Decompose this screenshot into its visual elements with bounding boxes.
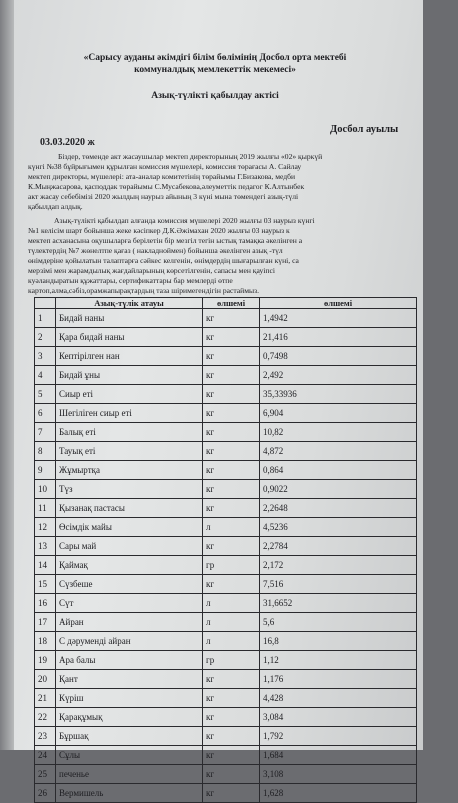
item-name-cell: Вермишель	[56, 784, 203, 803]
unit-cell: л	[203, 613, 260, 632]
table-row	[35, 556, 417, 575]
quantity-cell: 1,176	[260, 670, 417, 689]
paragraph-line: Азық-түлікті қабылдап алғанда комиссия мүшелері 2020 жылғы 03 наурыз күнгі	[54, 216, 315, 225]
row-number-cell: 22	[35, 708, 56, 727]
item-name-cell: Өсімдік майы	[56, 518, 203, 537]
table-row	[35, 708, 417, 727]
item-name-cell: Түз	[56, 480, 203, 499]
unit-cell: кг	[203, 423, 260, 442]
row-number-cell: 12	[35, 518, 56, 537]
unit-cell: л	[203, 594, 260, 613]
quantity-cell: 0,864	[260, 461, 417, 480]
table-row	[35, 423, 417, 442]
paragraph-line: мерзімі мен жарамдылық жағдайларының көрсетілгенін, сапасы мен қауіпсі	[28, 266, 275, 275]
quantity-cell: 4,872	[260, 442, 417, 461]
unit-cell: кг	[203, 746, 260, 765]
table-row	[35, 632, 417, 651]
item-name-cell: Сүзбеше	[56, 575, 203, 594]
page-edge-shadow	[0, 0, 14, 750]
org-header-line-1: «Сарысу ауданы әкімдігі білім бөлімінің Досбол орта мектебі	[83, 53, 347, 63]
row-number-cell: 9	[35, 461, 56, 480]
unit-cell: кг	[203, 499, 260, 518]
quantity-cell: 5,6	[260, 613, 417, 632]
table-row	[35, 442, 417, 461]
item-name-cell: Сұлы	[56, 746, 203, 765]
table-row	[35, 309, 417, 328]
row-number-cell: 1	[35, 309, 56, 328]
quantity-cell: 2,2648	[260, 499, 417, 518]
unit-cell: кг	[203, 537, 260, 556]
quantity-cell: 31,6652	[260, 594, 417, 613]
row-number-cell: 4	[35, 366, 56, 385]
row-number-cell: 7	[35, 423, 56, 442]
item-name-cell: Күріш	[56, 689, 203, 708]
item-name-cell: Бұршақ	[56, 727, 203, 746]
table-row	[35, 461, 417, 480]
table-row	[35, 537, 417, 556]
unit-cell: кг	[203, 784, 260, 803]
org-header-line-2: коммуналдық мемлекеттік мекемесі»	[134, 65, 296, 75]
table-row	[35, 784, 417, 803]
unit-cell: кг	[203, 765, 260, 784]
paragraph-line: №1 келісім шарт бойынша жеке кәсіпкер Д.К.Әжімахан 2020 жылғы 03 наурыз к	[28, 226, 290, 235]
row-number-cell: 20	[35, 670, 56, 689]
column-header-unit: өлшемі	[203, 298, 260, 309]
quantity-cell: 4,428	[260, 689, 417, 708]
quantity-cell: 1,792	[260, 727, 417, 746]
item-name-cell: Кептірілген нан	[56, 347, 203, 366]
item-name-cell: Қаймақ	[56, 556, 203, 575]
paragraph-line: Біздер, төменде акт жасаушылар мектеп директорының 2019 жылғы «02» қыркүй	[58, 152, 323, 161]
item-name-cell: Бидай наны	[56, 309, 203, 328]
paragraph-line: түлектердің №7 жөнелтпе қағаз ( накладноймен) бойынша әкелінген азық -түл	[28, 246, 283, 255]
item-name-cell: Шегіліген сиыр еті	[56, 404, 203, 423]
item-name-cell: печенье	[56, 765, 203, 784]
row-number-cell: 14	[35, 556, 56, 575]
row-number-cell: 26	[35, 784, 56, 803]
quantity-cell: 21,416	[260, 328, 417, 347]
row-number-cell: 10	[35, 480, 56, 499]
row-number-cell: 3	[35, 347, 56, 366]
table-row	[35, 575, 417, 594]
quantity-cell: 16,8	[260, 632, 417, 651]
quantity-cell: 1,12	[260, 651, 417, 670]
item-name-cell: Тауық еті	[56, 442, 203, 461]
quantity-cell: 2,492	[260, 366, 417, 385]
table-row	[35, 689, 417, 708]
column-header-number	[35, 298, 56, 309]
item-name-cell: Сиыр еті	[56, 385, 203, 404]
row-number-cell: 16	[35, 594, 56, 613]
unit-cell: кг	[203, 347, 260, 366]
table-row	[35, 385, 417, 404]
item-name-cell: Балық еті	[56, 423, 203, 442]
unit-cell: кг	[203, 309, 260, 328]
item-name-cell: Қызанақ пастасы	[56, 499, 203, 518]
quantity-cell: 7,516	[260, 575, 417, 594]
unit-cell: кг	[203, 366, 260, 385]
table-header-row	[35, 298, 417, 309]
unit-cell: гр	[203, 556, 260, 575]
row-number-cell: 23	[35, 727, 56, 746]
item-name-cell: С дәрумендi айран	[56, 632, 203, 651]
row-number-cell: 2	[35, 328, 56, 347]
place-name: Досбол ауылы	[330, 124, 399, 135]
unit-cell: кг	[203, 708, 260, 727]
row-number-cell: 19	[35, 651, 56, 670]
document-title: Азық-түлікті қабылдау актісі	[151, 91, 279, 101]
unit-cell: кг	[203, 575, 260, 594]
paragraph-line: акт жасау себебімізі 2020 жылдың наурыз айының 3 күні мына төмендегі азық-түлі	[28, 192, 299, 201]
quantity-cell: 1,684	[260, 746, 417, 765]
quantity-cell: 3,084	[260, 708, 417, 727]
row-number-cell: 25	[35, 765, 56, 784]
unit-cell: кг	[203, 442, 260, 461]
row-number-cell: 6	[35, 404, 56, 423]
quantity-cell: 1,4942	[260, 309, 417, 328]
paragraph-line: мектеп директоры, мүшелері: ата-аналар комитетінің төрайымы Г.Бизакова, медби	[28, 172, 296, 181]
unit-cell: кг	[203, 670, 260, 689]
quantity-cell: 2,2784	[260, 537, 417, 556]
quantity-cell: 3,108	[260, 765, 417, 784]
table-row	[35, 765, 417, 784]
item-name-cell: Қант	[56, 670, 203, 689]
quantity-cell: 35,33936	[260, 385, 417, 404]
item-name-cell: Ара балы	[56, 651, 203, 670]
quantity-cell: 0,7498	[260, 347, 417, 366]
document-date: 03.03.2020 ж	[40, 137, 95, 148]
row-number-cell: 13	[35, 537, 56, 556]
row-number-cell: 15	[35, 575, 56, 594]
column-header-quantity: өлшемі	[260, 298, 417, 309]
unit-cell: л	[203, 518, 260, 537]
item-name-cell: Сары май	[56, 537, 203, 556]
quantity-cell: 10,82	[260, 423, 417, 442]
unit-cell: кг	[203, 328, 260, 347]
unit-cell: кг	[203, 689, 260, 708]
table-row	[35, 328, 417, 347]
row-number-cell: 18	[35, 632, 56, 651]
column-header-item-name: Азық-түлік атауы	[56, 298, 203, 309]
table-row	[35, 518, 417, 537]
unit-cell: кг	[203, 404, 260, 423]
table-row	[35, 594, 417, 613]
quantity-cell: 6,904	[260, 404, 417, 423]
row-number-cell: 17	[35, 613, 56, 632]
unit-cell: л	[203, 632, 260, 651]
unit-cell: кг	[203, 727, 260, 746]
paragraph-line: К.Мыңжасарова, қасподдак төрайымы С.Мусабекова,әлеуметтік педагог К.Алтынбек	[28, 182, 305, 191]
table-row	[35, 651, 417, 670]
row-number-cell: 5	[35, 385, 56, 404]
unit-cell: кг	[203, 385, 260, 404]
quantity-cell: 1,628	[260, 784, 417, 803]
table-row	[35, 347, 417, 366]
row-number-cell: 24	[35, 746, 56, 765]
item-name-cell: Бидай ұны	[56, 366, 203, 385]
table-row	[35, 499, 417, 518]
table-row	[35, 404, 417, 423]
item-name-cell: Сүт	[56, 594, 203, 613]
item-name-cell: Қара бидай наны	[56, 328, 203, 347]
paragraph-line: өнімдеріне қойылатын талаптарға сәйкес келгенін, өнімдердің шығарылған күні, са	[28, 256, 299, 265]
table-row	[35, 613, 417, 632]
row-number-cell: 8	[35, 442, 56, 461]
item-name-cell: Айран	[56, 613, 203, 632]
food-items-table	[34, 297, 417, 803]
quantity-cell: 4,5236	[260, 518, 417, 537]
paragraph-line: картоп,алма,сәбіз,орамжапырақтардың таза шіримегендігін растаймыз.	[28, 286, 260, 295]
paragraph-line: қабылдап алдық.	[28, 202, 83, 211]
row-number-cell: 21	[35, 689, 56, 708]
paragraph-line: куәландыратын құжаттары, сертификаттары бар мемлерді өтпе	[28, 276, 233, 285]
table-row	[35, 366, 417, 385]
table-row	[35, 727, 417, 746]
table-row	[35, 670, 417, 689]
row-number-cell: 11	[35, 499, 56, 518]
quantity-cell: 2,172	[260, 556, 417, 575]
quantity-cell: 0,9022	[260, 480, 417, 499]
item-name-cell: Қарақұмық	[56, 708, 203, 727]
unit-cell: кг	[203, 461, 260, 480]
paragraph-line: күнгі №38 бұйрығымен құрылған комиссия мүшелері, комиссия төрағасы А. Сайлау	[28, 162, 302, 171]
item-name-cell: Жұмыртқа	[56, 461, 203, 480]
table-row	[35, 480, 417, 499]
table-row	[35, 746, 417, 765]
unit-cell: кг	[203, 480, 260, 499]
unit-cell: гр	[203, 651, 260, 670]
paragraph-line: мектеп асханасына оқушыларға берілетін бір мезгіл тегін ыстық тамақка әкелінген а	[28, 236, 303, 245]
